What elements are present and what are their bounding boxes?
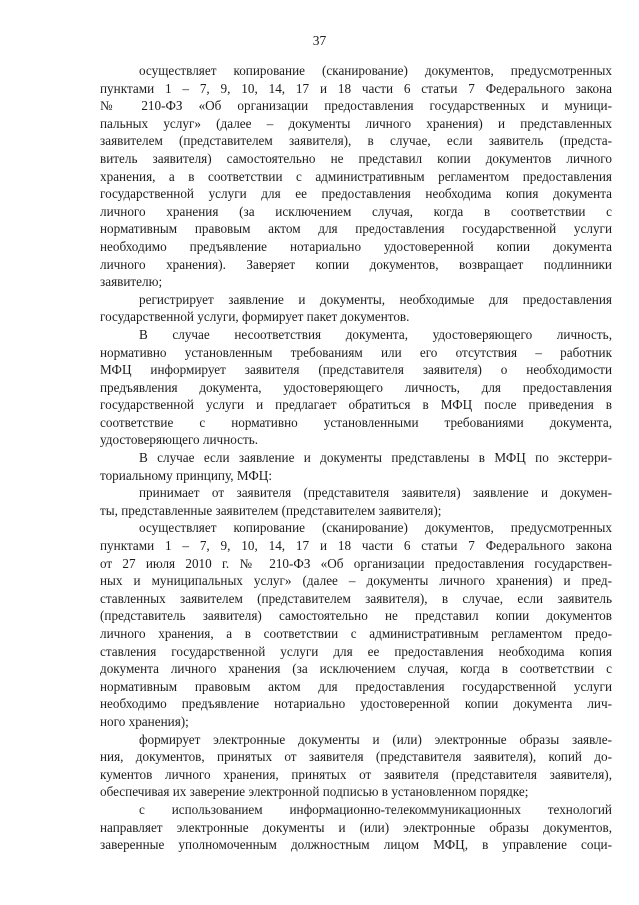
text-line: В случае несоответствия документа, удостоверяющего личность, — [139, 326, 612, 342]
page-number: 37 — [312, 33, 327, 48]
text-line: личного хранения). Заверяет копии документов, возвращает подлинники — [100, 256, 612, 272]
text-line: ния, документов, принятых от заявителя (представителя заявителя), копий до- — [100, 749, 612, 765]
text-line: ных и муниципальных услуг» (далее – документы личного хранения) и пред- — [100, 573, 612, 589]
text-line: удостоверяющего личность. — [100, 432, 259, 448]
text-line: личного хранения, а в соответствии с административным регламентом предо- — [100, 626, 612, 641]
text-line: заверенные уполномоченным должностным лицом МФЦ, в управление соци- — [100, 837, 612, 853]
text-line: кументов личного хранения, принятых от заявителя (представителя заявителя), — [100, 766, 612, 782]
text-line: осуществляет копирование (сканирование) документов, предусмотренных — [139, 520, 612, 536]
text-line: МФЦ информирует заявителя (представителя заявителя) о необходимости — [100, 362, 612, 378]
text-line: нормативно установленным требованиям или его отсутствия – работник — [100, 344, 612, 360]
text-line: соответствие с нормативно установленными требованиями документа, — [100, 414, 612, 430]
text-line: В случае если заявление и документы представлены в МФЦ по экстерри- — [139, 450, 612, 466]
text-line: пунктами 1 – 7, 9, 10, 14, 17 и 18 части 6 статьи 7 Федерального закона — [100, 80, 612, 96]
paragraph — [100, 449, 612, 484]
text-line: витель заявителя) самостоятельно не представил копии документов личного — [100, 150, 612, 166]
text-line: с использованием информационно-телекоммуникационных технологий — [139, 801, 612, 817]
text-line: необходимо предъявление нотариально удостоверенной копии документа лич- — [100, 696, 612, 712]
paragraph — [100, 519, 612, 730]
text-line: ставления государственной услуги для ее предоставления необходима копия — [100, 643, 612, 659]
text-line: заявителю; — [100, 274, 163, 290]
paragraph — [100, 291, 612, 326]
text-line: (представитель заявителя) самостоятельно не представил копии документов — [100, 608, 612, 624]
paragraph — [100, 731, 612, 801]
text-line: нормативным правовым актом для предоставления государственной услуги — [100, 678, 612, 694]
text-line: направляет электронные документы и (или) электронные образы документов, — [100, 819, 612, 835]
text-line: государственной услуги для ее предоставления необходима копия документа — [100, 186, 612, 202]
document-body — [100, 62, 612, 854]
text-line: ставленных заявителем (представителем заявителя), в случае, если заявитель — [100, 590, 612, 606]
text-line: от 27 июля 2010 г. № 210-ФЗ «Об организации предоставления государствен- — [100, 555, 612, 571]
text-line: принимает от заявителя (представителя заявителя) заявление и докумен- — [139, 485, 612, 501]
text-line: предъявления документа, удостоверяющего личность, для предоставления — [100, 379, 612, 395]
text-line: № 210-ФЗ «Об организации предоставления государственных и муници- — [100, 98, 612, 114]
text-line: регистрирует заявление и документы, необходимые для предоставления — [139, 291, 612, 307]
text-line: государственной услуги, формирует пакет документов. — [100, 309, 410, 325]
paragraph — [100, 326, 612, 449]
text-line: ториальному принципу, МФЦ: — [100, 467, 272, 483]
text-line: пунктами 1 – 7, 9, 10, 14, 17 и 18 части 6 статьи 7 Федерального закона — [100, 538, 612, 554]
paragraph — [100, 484, 612, 519]
text-line: осуществляет копирование (сканирование) документов, предусмотренных — [139, 63, 612, 78]
text-line: заявителем (представителем заявителя), в случае, если заявитель (предста- — [100, 133, 612, 149]
text-line: формирует электронные документы и (или) электронные образы заявле- — [139, 731, 612, 747]
paragraph — [100, 62, 612, 291]
text-line: необходимо предъявление нотариально удостоверенной копии документа — [100, 238, 612, 254]
text-line: личного хранения (за исключением случая, когда в соответствии с — [100, 203, 612, 219]
text-line: ты, представленные заявителем (представителем заявителя); — [100, 502, 442, 518]
text-line: нормативным правовым актом для предоставления государственной услуги — [100, 221, 612, 237]
text-line: хранения, а в соответствии с административным регламентом предоставления — [100, 168, 612, 184]
text-line: государственной услуги и предлагает обратиться в МФЦ после приведения в — [100, 397, 612, 413]
paragraph — [100, 801, 612, 854]
text-line: документа личного хранения (за исключением случая, когда в соответствии с — [100, 661, 612, 677]
text-line: обеспечивая их заверение электронной подписью в установленном порядке; — [100, 784, 529, 800]
text-line: ного хранения); — [100, 713, 189, 729]
text-line: пальных услуг» (далее – документы личного хранения) и представленных — [100, 115, 612, 131]
